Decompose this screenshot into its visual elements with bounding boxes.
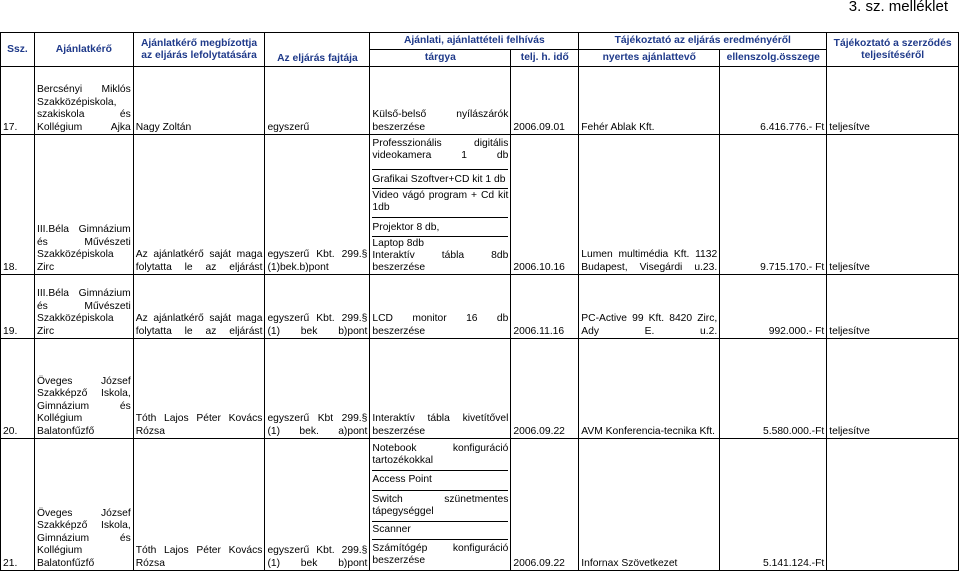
cell-ido: 2006.09.22 [511, 439, 579, 571]
cell-fajta: egyszerű Kbt. 299.§ (1) bek b)pont [265, 439, 370, 571]
cell-ido: 2006.11.16 [511, 275, 579, 339]
cell-osszeg: 5.580.000.-Ft [720, 339, 827, 439]
cell-fajta: egyszerű Kbt 299.§ (1) bek. a)pont [265, 339, 370, 439]
cell-ajanlatkero: III.Béla Gimnázium és Művészeti Szakközépiskola Zirc [34, 275, 133, 339]
cell-ajanlatkero: III.Béla Gimnázium és Művészeti Szakközépiskola Zirc [34, 135, 133, 275]
cell-ajanlatkero: Bercsényi Miklós Szakközépiskola, szakiskola és Kollégium Ajka [34, 79, 133, 135]
procurement-table [0, 32, 959, 571]
cell-nyertes: Lumen multimédia Kft. 1132 Budapest, Visegárdi u.23. [579, 135, 720, 275]
cell-nyertes: AVM Konferencia-tecnika Kft. [579, 339, 720, 439]
cell-osszeg: 6.416.776.- Ft [720, 79, 827, 135]
table-row [1, 339, 959, 439]
cell-ssz: 17. [1, 79, 35, 135]
cell-fajta: egyszerű Kbt. 299.§ (1)bek.b)pont [265, 135, 370, 275]
cell-targy-list [370, 439, 511, 571]
table-row [1, 275, 959, 339]
table-row [1, 135, 959, 275]
cell-ssz: 20. [1, 339, 35, 439]
targy-item: Számítógép konfiguráció beszerzése [372, 543, 509, 567]
cell-megbizott: Az ajánlatkérő saját maga folytatta le az eljárást [133, 275, 265, 339]
header-megbizottja: Ajánlatkérő megbízottja az eljárás lefolytatására [133, 33, 265, 67]
cell-ssz: 18. [1, 135, 35, 275]
header-eljaras-fajtaja: Az eljárás fajtája [265, 33, 370, 67]
header-targya: tárgya [370, 50, 511, 67]
header-ajanlatkero: Ajánlatkérő [34, 33, 133, 67]
cell-ssz: 21. [1, 439, 35, 571]
header-felhivas: Ajánlati, ajánlattételi felhívás [370, 33, 579, 50]
cell-megbizott: Az ajánlatkérő saját maga folytatta le az eljárást [133, 135, 265, 275]
targy-item: Professzionális digitális videokamera 1 db [372, 135, 508, 170]
header-nyertes: nyertes ajánlattevő [579, 50, 720, 67]
header-eredmeny: Tájékoztató az eljárás eredményéről [579, 33, 827, 50]
cell-targy-list [370, 135, 511, 275]
table-row [1, 79, 959, 135]
targy-item: Switch szünetmentes tápegységgel [372, 491, 508, 522]
cell-teljesites [827, 439, 959, 571]
cell-osszeg: 9.715.170.- Ft [720, 135, 827, 275]
header-telj-hido: telj. h. idő [511, 50, 579, 67]
cell-ido: 2006.09.22 [511, 339, 579, 439]
cell-targy: Külső-belső nyílászárók beszerzése [370, 79, 511, 135]
targy-item: Grafikai Szoftver+CD kit 1 db [372, 170, 508, 189]
header-ssz: Ssz. [1, 33, 35, 67]
cell-osszeg: 5.141.124.-Ft [720, 439, 827, 571]
targy-item: Notebook konfiguráció tartozékokkal [372, 439, 508, 471]
targy-item: Scanner [372, 522, 508, 540]
cell-megbizott: Tóth Lajos Péter Kovács Rózsa [133, 439, 265, 571]
cell-fajta: egyszerű [265, 79, 370, 135]
cell-ssz: 19. [1, 275, 35, 339]
cell-teljesites: teljesítve [827, 275, 959, 339]
targy-item: Laptop 8db [372, 238, 424, 249]
cell-fajta: egyszerű Kbt. 299.§ (1) bek b)pont [265, 275, 370, 339]
cell-ajanlatkero: Öveges József Szakképző Iskola, Gimnázium és Kollégium Balatonfűzfő [34, 339, 133, 439]
cell-ido: 2006.10.16 [511, 135, 579, 275]
targy-item: Video vágó program + Cd kit 1db [372, 189, 508, 218]
cell-nyertes: Fehér Ablak Kft. [579, 79, 720, 135]
cell-targy: Interaktív tábla kivetítővel beszerzése [370, 339, 511, 439]
targy-item: Interaktív tábla 8db beszerzése [372, 250, 509, 274]
cell-megbizott: Tóth Lajos Péter Kovács Rózsa [133, 339, 265, 439]
targy-item: Projektor 8 db, [372, 218, 508, 237]
cell-osszeg: 992.000.- Ft [720, 275, 827, 339]
cell-targy: LCD monitor 16 db beszerzése [370, 275, 511, 339]
cell-teljesites: teljesítve [827, 135, 959, 275]
table-row [1, 439, 959, 571]
cell-ajanlatkero: Öveges József Szakképző Iskola, Gimnázium és Kollégium Balatonfűzfő [34, 439, 133, 571]
annex-label: 3. sz. melléklet [848, 0, 948, 15]
cell-teljesites: teljesítve [827, 339, 959, 439]
spacer-row [1, 67, 959, 79]
cell-nyertes: Infornax Szövetkezet [579, 439, 720, 571]
cell-teljesites: teljesítve [827, 79, 959, 135]
header-ellenszolg: ellenszolg.összege [720, 50, 827, 67]
targy-item: Access Point [372, 471, 508, 491]
table-header [1, 33, 959, 67]
cell-megbizott: Nagy Zoltán [133, 79, 265, 135]
header-szerzodes: Tájékoztató a szerződés teljesítéséről [827, 33, 959, 67]
cell-nyertes: PC-Active 99 Kft. 8420 Zirc, Ady E. u.2. [579, 275, 720, 339]
cell-ido: 2006.09.01 [511, 79, 579, 135]
